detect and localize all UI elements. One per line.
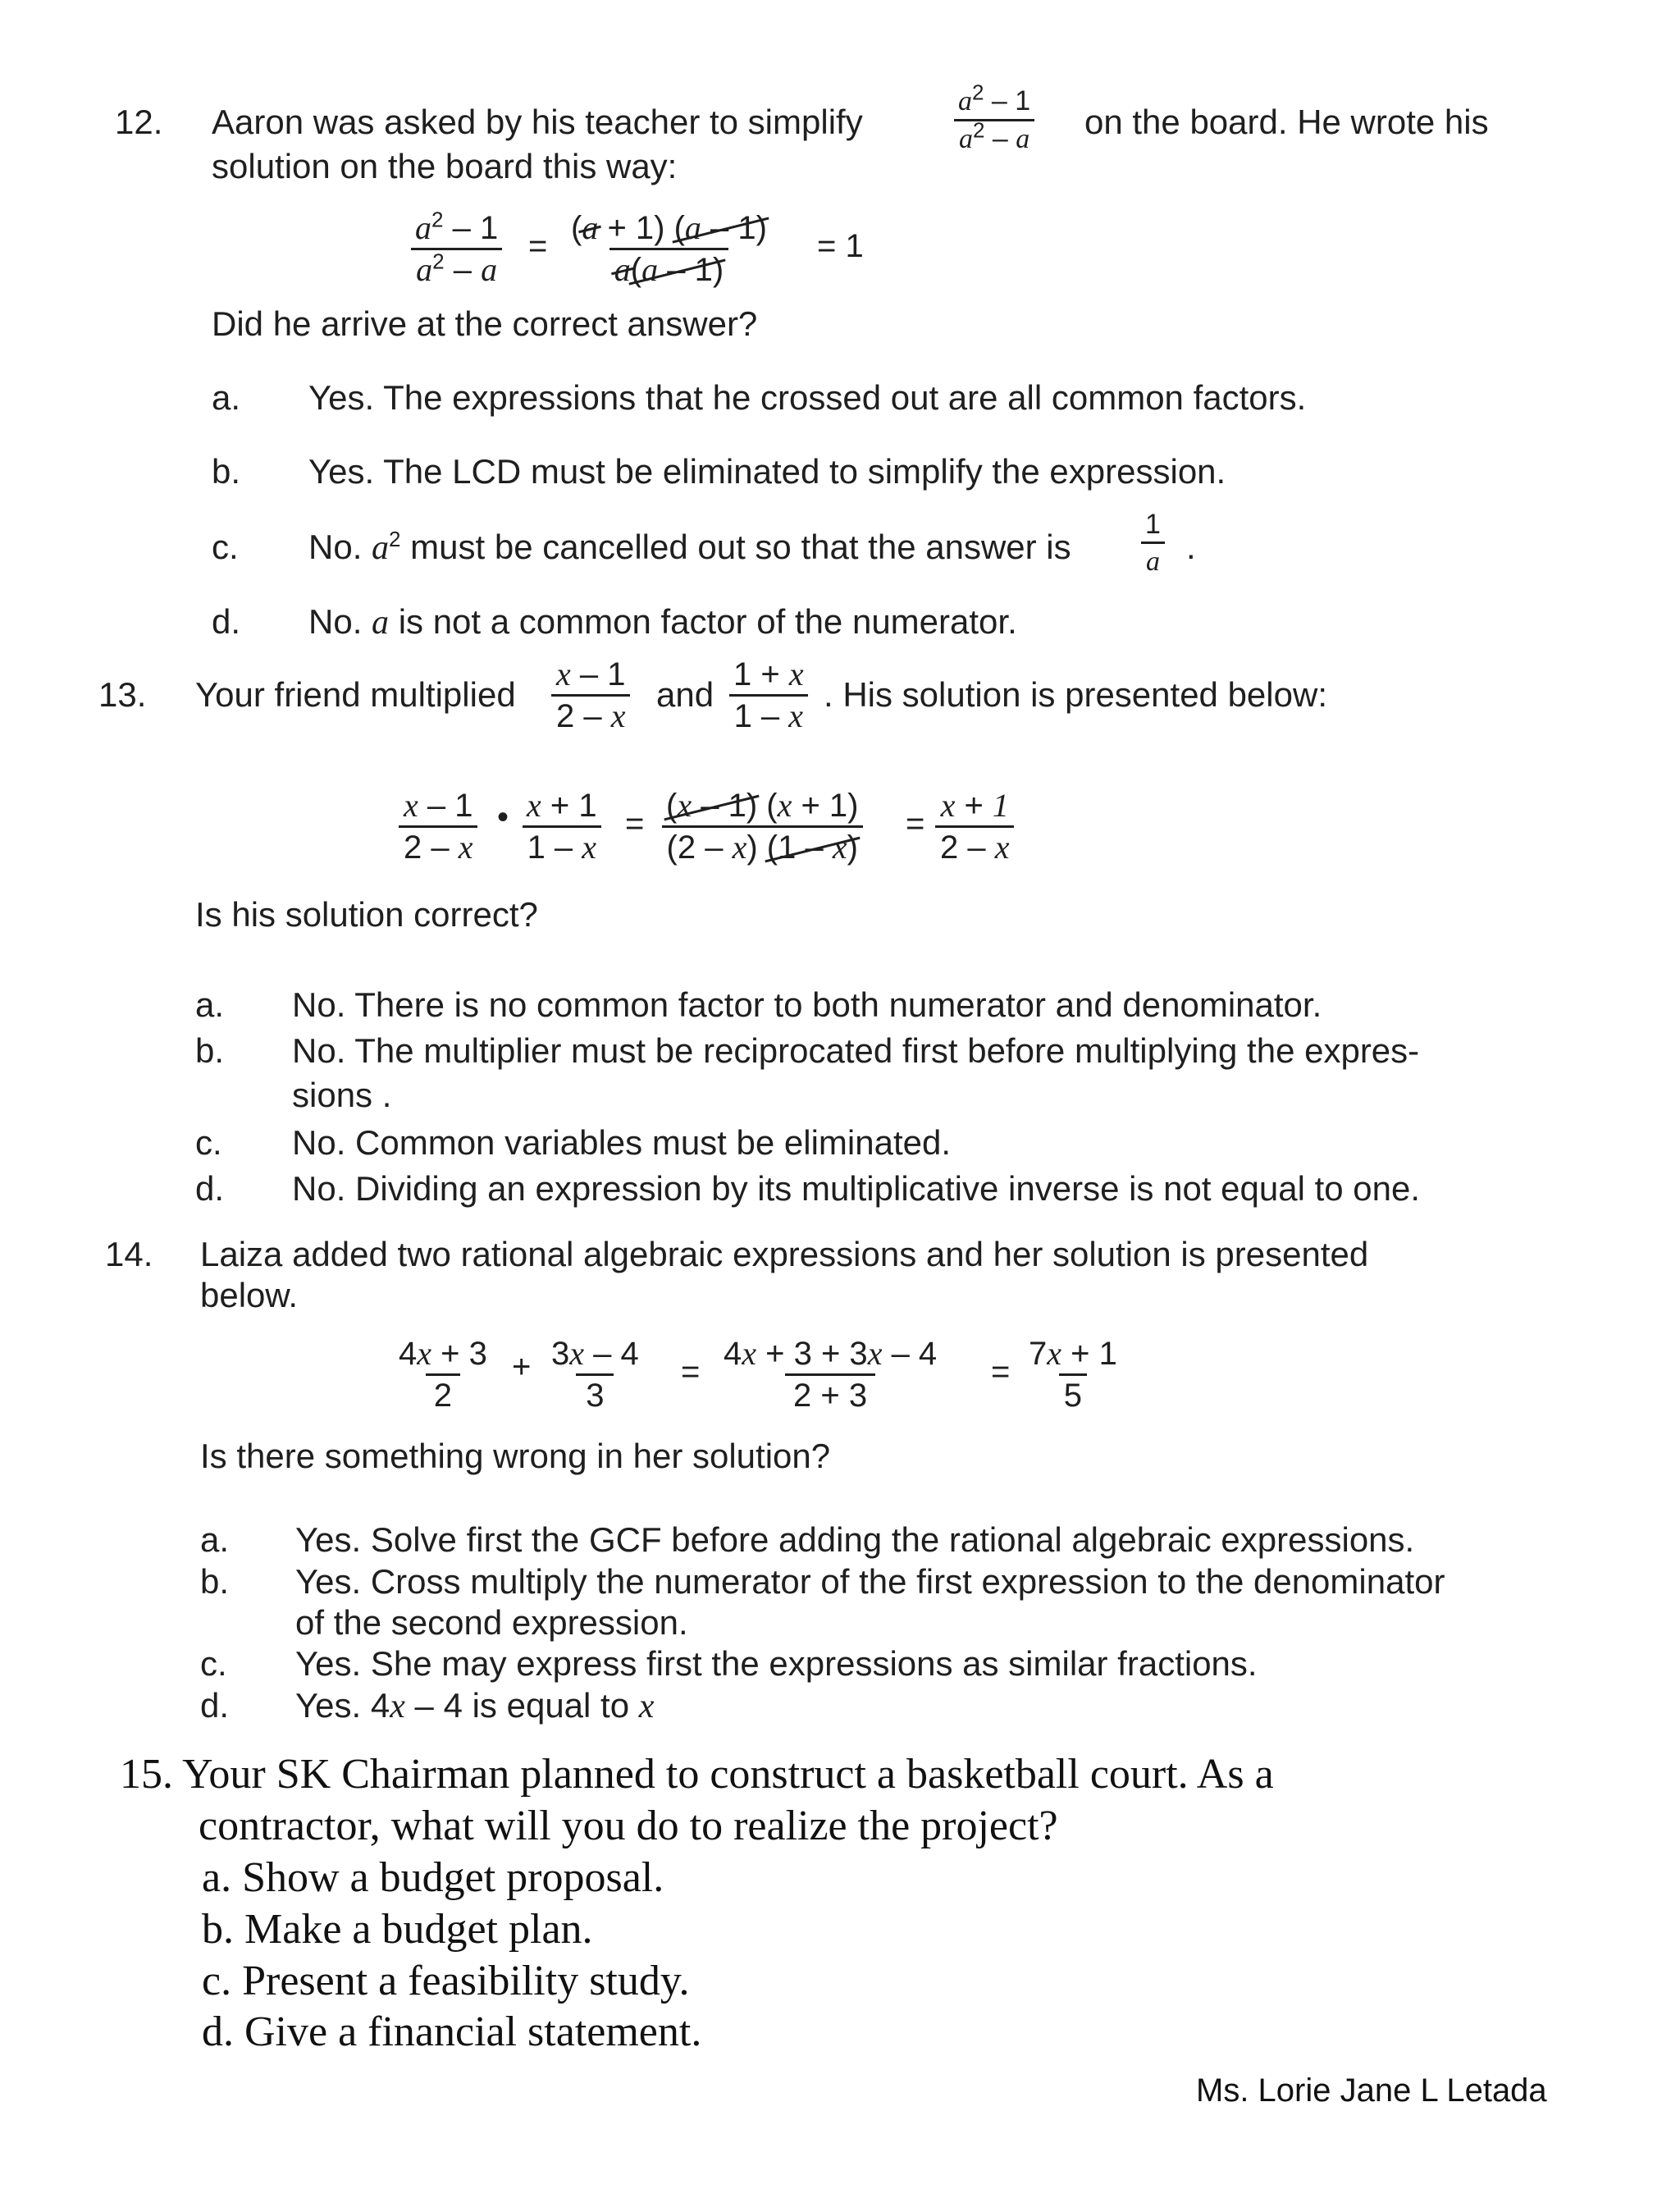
q12-option-d-letter: d. xyxy=(212,602,241,641)
equals-sign: = xyxy=(906,806,925,842)
equals-sign: = xyxy=(528,228,548,264)
q14-option-a-letter: a. xyxy=(200,1520,230,1559)
q12-option-c-letter: c. xyxy=(212,528,239,566)
equals-sign: = xyxy=(625,806,645,842)
q12-question: Did he arrive at the correct answer? xyxy=(212,304,758,343)
q14-question: Is there something wrong in her solution? xyxy=(200,1437,831,1475)
q13-intro-fraction-1: $\frac{x - 1}{2 - x}$ xyxy=(551,656,630,734)
q13-option-d-text: No. Dividing an expression by its multiplicative inverse is not equal to one. xyxy=(292,1169,1421,1208)
q14-work-fraction-4: $\frac{7x + 1}{5}$ xyxy=(1029,1335,1117,1414)
q13-work-fraction-2: $\frac{x + 1}{1 - x}$ xyxy=(522,788,602,866)
q13-number: 13. xyxy=(98,675,147,714)
q13-option-b-letter: b. xyxy=(195,1031,225,1070)
q12-option-d-text: No. a is not a common factor of the numerator. xyxy=(308,602,1017,642)
q13-option-d-letter: d. xyxy=(195,1169,225,1208)
q12-intro: Aaron was asked by his teacher to simplify xyxy=(212,103,863,141)
q14-option-c-letter: c. xyxy=(200,1644,227,1683)
q15-option-a: a. Show a budget proposal. xyxy=(202,1854,664,1901)
multiply-dot: • xyxy=(497,799,509,835)
q15-line1: 15. Your SK Chairman planned to construct a basketball court. As a xyxy=(120,1751,1274,1798)
q12-number: 12. xyxy=(115,103,163,141)
q14-work-fraction-2: $\frac{3x - 4}{3}$ xyxy=(551,1335,639,1414)
q12-option-c-text: No. $a^2$ must be cancelled out so that the answer is xyxy=(308,527,1071,567)
q13-and: and xyxy=(656,675,714,714)
q12-work-fraction-2: $\frac{(a + 1) (a - 1)}{a(a - 1)}$ xyxy=(571,209,767,288)
period: . xyxy=(1186,528,1196,566)
q14-option-a-text: Yes. Solve first the GCF before adding the rational algebraic expressions. xyxy=(295,1520,1415,1559)
q13-option-c-letter: c. xyxy=(195,1123,222,1162)
q13-work-fraction-4: $\frac{x + 1}{2 - x}$ xyxy=(935,788,1014,866)
q12-intro-fraction: $\frac{a^2 - 1}{a^2 - a}$ xyxy=(953,85,1035,155)
equals-sign: = xyxy=(681,1354,701,1390)
q14-option-b-letter: b. xyxy=(200,1562,230,1601)
q14-option-b-text-line2: of the second expression. xyxy=(295,1603,688,1642)
q12-option-b-text: Yes. The LCD must be eliminated to simplify the expression. xyxy=(308,452,1226,491)
q12-option-a-text: Yes. The expressions that he crossed out are all common factors. xyxy=(308,378,1307,417)
q14-number: 14. xyxy=(105,1235,153,1273)
q12-work-fraction-1: $\frac{a^2 - 1}{a^2 - a}$ xyxy=(410,210,503,288)
q14-work-fraction-3: $\frac{4x + 3 + 3x - 4}{2 + 3}$ xyxy=(724,1335,938,1414)
q14-option-d-letter: d. xyxy=(200,1686,230,1725)
q14-intro: Laiza added two rational algebraic expressions and her solution is presented xyxy=(200,1235,1369,1273)
q13-intro-fraction-2: $\frac{1 + x}{1 - x}$ xyxy=(728,656,809,734)
q13-work-fraction-1: $\frac{x - 1}{2 - x}$ xyxy=(399,788,477,866)
q14-intro-line2: below. xyxy=(200,1276,299,1314)
q12-intro-after: on the board. He wrote his xyxy=(1084,103,1489,141)
q15-line2: contractor, what will you do to realize the project? xyxy=(199,1803,1058,1849)
q14-option-d-text: Yes. 4x – 4 is equal to x xyxy=(295,1686,655,1725)
q14-option-b-text: Yes. Cross multiply the numerator of the first expression to the denominator xyxy=(295,1562,1445,1601)
q14-work-fraction-1: $\frac{4x + 3}{2}$ xyxy=(399,1335,487,1414)
q13-option-a-text: No. There is no common factor to both numerator and denominator. xyxy=(292,985,1322,1024)
q13-option-c-text: No. Common variables must be eliminated. xyxy=(292,1123,952,1162)
q13-intro-after: . His solution is presented below: xyxy=(824,675,1327,714)
q15-option-d: d. Give a financial statement. xyxy=(202,2008,702,2055)
q13-question: Is his solution correct? xyxy=(195,895,538,934)
q13-option-b-text: No. The multiplier must be reciprocated first before multiplying the expres- xyxy=(292,1031,1420,1070)
q12-option-c-fraction: $\frac{1}{a}$ xyxy=(1140,509,1166,578)
q13-intro: Your friend multiplied xyxy=(195,675,516,714)
q13-option-b-text-line2: sions . xyxy=(292,1076,392,1114)
q12-option-b-letter: b. xyxy=(212,452,241,491)
q14-option-c-text: Yes. She may express first the expressions as similar fractions. xyxy=(295,1644,1258,1683)
author-signature: Ms. Lorie Jane L Letada xyxy=(1196,2072,1547,2109)
q15-option-c: c. Present a feasibility study. xyxy=(202,1958,690,2004)
q13-option-a-letter: a. xyxy=(195,985,225,1024)
q13-work-fraction-3: $\frac{(x - 1) (x + 1)}{(2 - x) (1 - x)}$ xyxy=(661,788,864,866)
plus-sign: + xyxy=(512,1349,532,1385)
q15-option-b: b. Make a budget plan. xyxy=(202,1906,593,1953)
equals-sign: = 1 xyxy=(817,228,864,264)
equals-sign: = xyxy=(991,1354,1011,1390)
q12-option-a-letter: a. xyxy=(212,378,241,417)
q12-intro-line2: solution on the board this way: xyxy=(212,147,678,185)
